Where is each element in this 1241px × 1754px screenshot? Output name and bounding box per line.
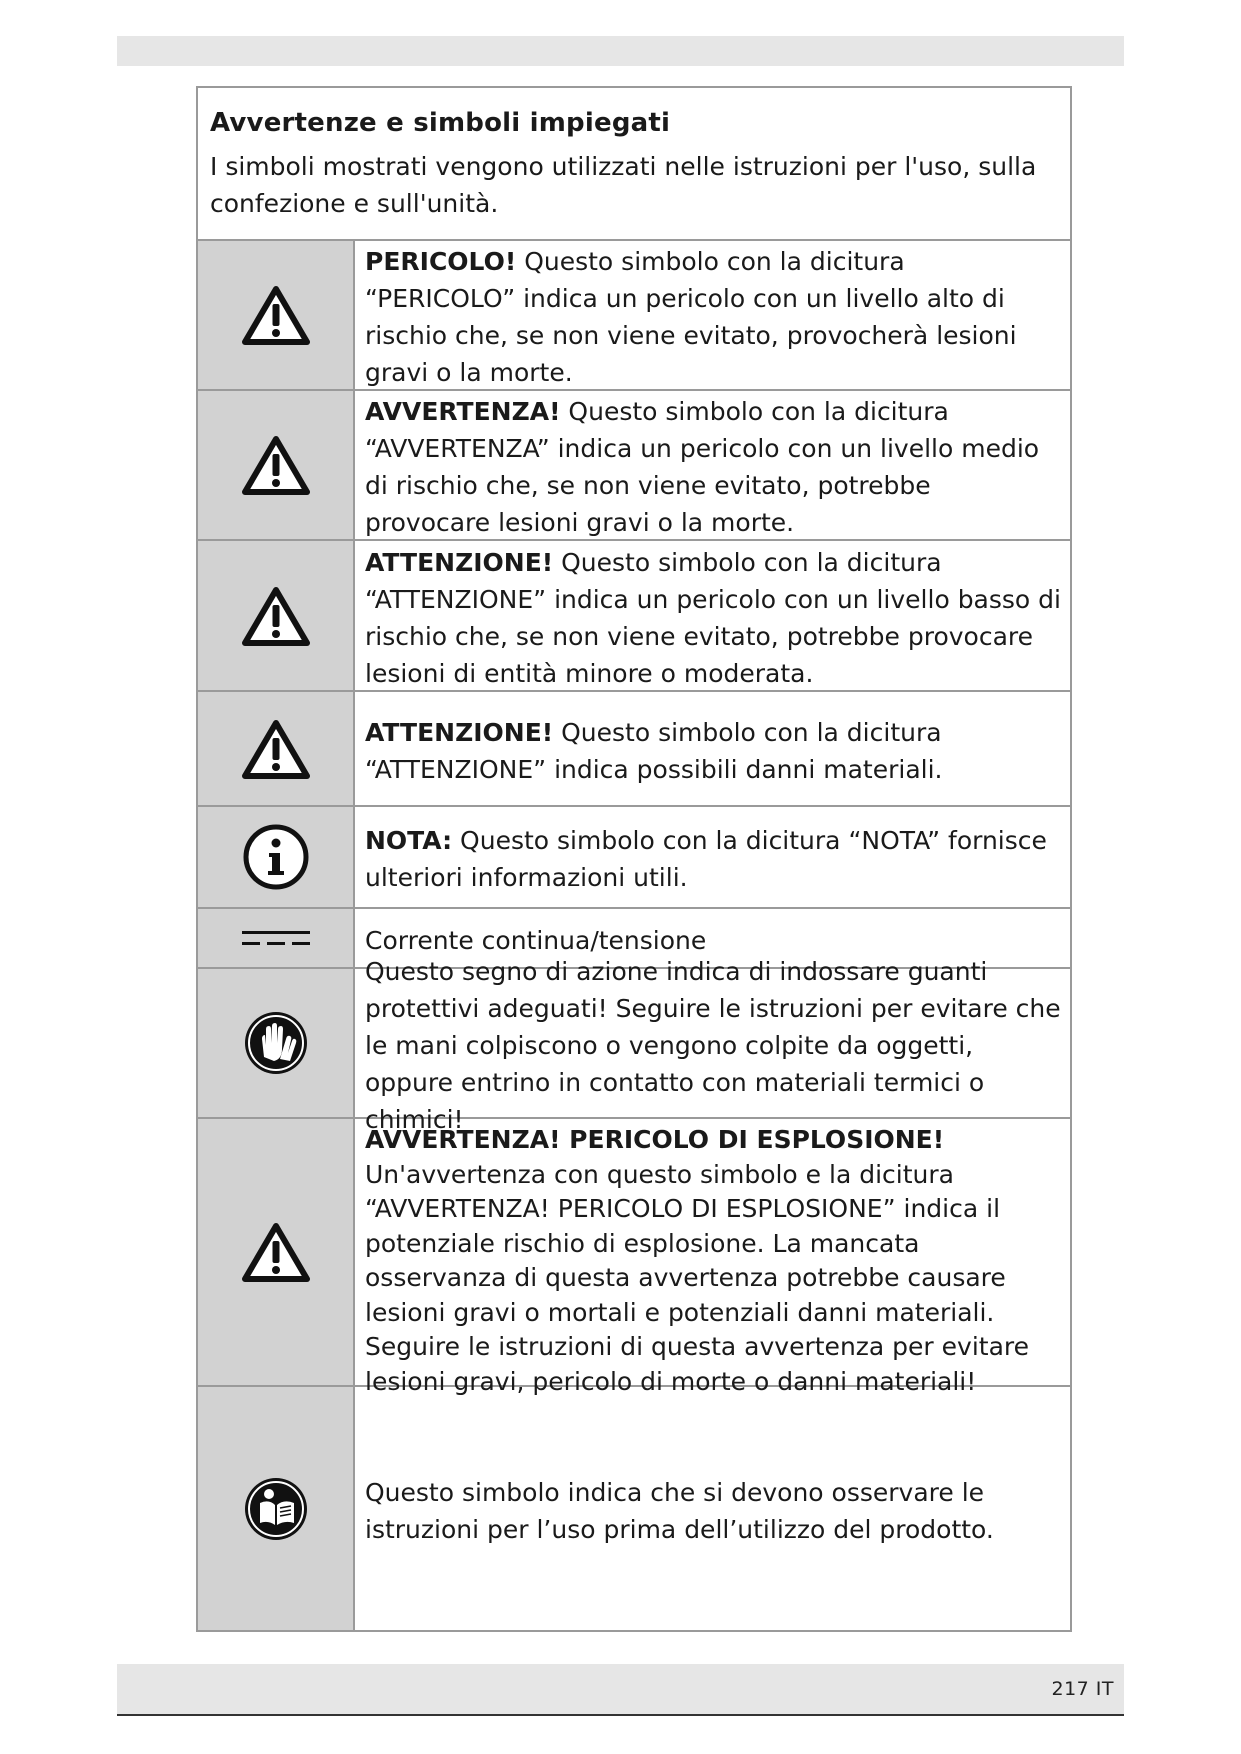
text-cell: [355, 241, 1070, 389]
row-text: Questo simbolo con la dicitura “AVVERTENZA” indica un pericolo con un livello medio di rischio che, se non viene evitato, potrebbe provocare lesioni gravi o la morte.: [365, 397, 1040, 537]
table-header: [198, 88, 1070, 241]
row-text: Questo simbolo con la dicitura “ATTENZIONE” indica un pericolo con un livello basso di rischio che, se non viene evitato, potrebbe provocare lesioni di entità minore o moderata.: [365, 547, 1061, 688]
row-text: Questo simbolo con la dicitura “NOTA” fornisce ulteriori informazioni utili.: [365, 826, 1047, 892]
warning-triangle-icon: [241, 718, 311, 780]
row-text: Questo simbolo con la dicitura “ATTENZIONE” indica possibili danni materiali.: [365, 717, 943, 784]
text-cell: [355, 692, 1070, 805]
top-band: [117, 36, 1124, 66]
text-cell: [355, 1387, 1070, 1630]
warning-triangle-icon: [241, 434, 311, 496]
symbol-row-read-manual: [198, 1387, 1070, 1630]
row-label: ATTENZIONE!: [365, 717, 554, 747]
text-cell: [355, 956, 1070, 1134]
row-label: AVVERTENZA! PERICOLO DI ESPLOSIONE!: [365, 1125, 945, 1154]
protective-gloves-icon: [242, 1009, 310, 1077]
symbol-row-caution: [198, 541, 1070, 692]
footer-band: [117, 1664, 1124, 1716]
symbol-row-gloves: [198, 956, 1070, 1134]
row-text: Questo simbolo indica che si devono osservare le istruzioni per l’uso prima dell’utilizzo del prodotto.: [365, 1477, 994, 1544]
symbol-row-danger: [198, 241, 1070, 391]
icon-cell: [198, 692, 355, 805]
info-icon: [242, 823, 310, 891]
icon-cell: [198, 391, 355, 539]
text-cell: [355, 1119, 1070, 1396]
read-manual-icon: [242, 1475, 310, 1543]
text-cell: [355, 807, 1070, 907]
text-cell: [355, 391, 1070, 539]
row-text: Questo segno di azione indica di indossare guanti protettivi adeguati! Seguire le istruzioni per evitare che le mani colpiscono o vengono colpite da oggetti, oppure entrino in contatto con materiali termici o chimici!: [365, 956, 1061, 1134]
icon-cell: [198, 241, 355, 389]
row-text: Corrente continua/tensione: [365, 925, 707, 955]
icon-cell: [198, 1387, 355, 1630]
row-label: PERICOLO!: [365, 247, 517, 276]
symbol-row-explosion: [198, 1119, 1070, 1396]
row-label: ATTENZIONE!: [365, 547, 554, 577]
symbols-table: [196, 86, 1072, 1632]
icon-cell: [198, 1119, 355, 1385]
warning-triangle-icon: [241, 585, 311, 647]
table-intro: I simboli mostrati vengono utilizzati nelle istruzioni per l'uso, sulla confezione e sull'unità.: [210, 152, 1037, 218]
text-cell: [355, 541, 1070, 690]
direct-current-icon: [240, 927, 312, 949]
warning-triangle-icon: [241, 284, 311, 346]
symbol-row-warning: [198, 391, 1070, 541]
symbol-row-caution-material: [198, 692, 1070, 807]
row-label: AVVERTENZA!: [365, 397, 561, 426]
icon-cell: [198, 541, 355, 690]
warning-triangle-icon: [241, 1221, 311, 1283]
icon-cell: [198, 969, 355, 1117]
row-label: NOTA:: [365, 826, 453, 855]
icon-cell: [198, 909, 355, 967]
icon-cell: [198, 807, 355, 907]
page-number: 217 IT: [1051, 1678, 1114, 1700]
row-text: Un'avvertenza con questo simbolo e la dicitura “AVVERTENZA! PERICOLO DI ESPLOSIONE” indica il potenziale rischio di esplosione. La mancata osservanza di questa avvertenza potrebbe causare lesioni gravi o mortali e potenziali danni materiali. Seguire le istruzioni di questa avvertenza per evitare lesioni gravi, pericolo di morte o danni materiali!: [365, 1159, 1030, 1396]
table-title: Avvertenze e simboli impiegati: [210, 108, 671, 138]
row-text: Questo simbolo con la dicitura “PERICOLO” indica un pericolo con un livello alto di rischio che, se non viene evitato, provocherà lesioni gravi o la morte.: [365, 247, 1017, 387]
symbol-row-note: [198, 807, 1070, 909]
